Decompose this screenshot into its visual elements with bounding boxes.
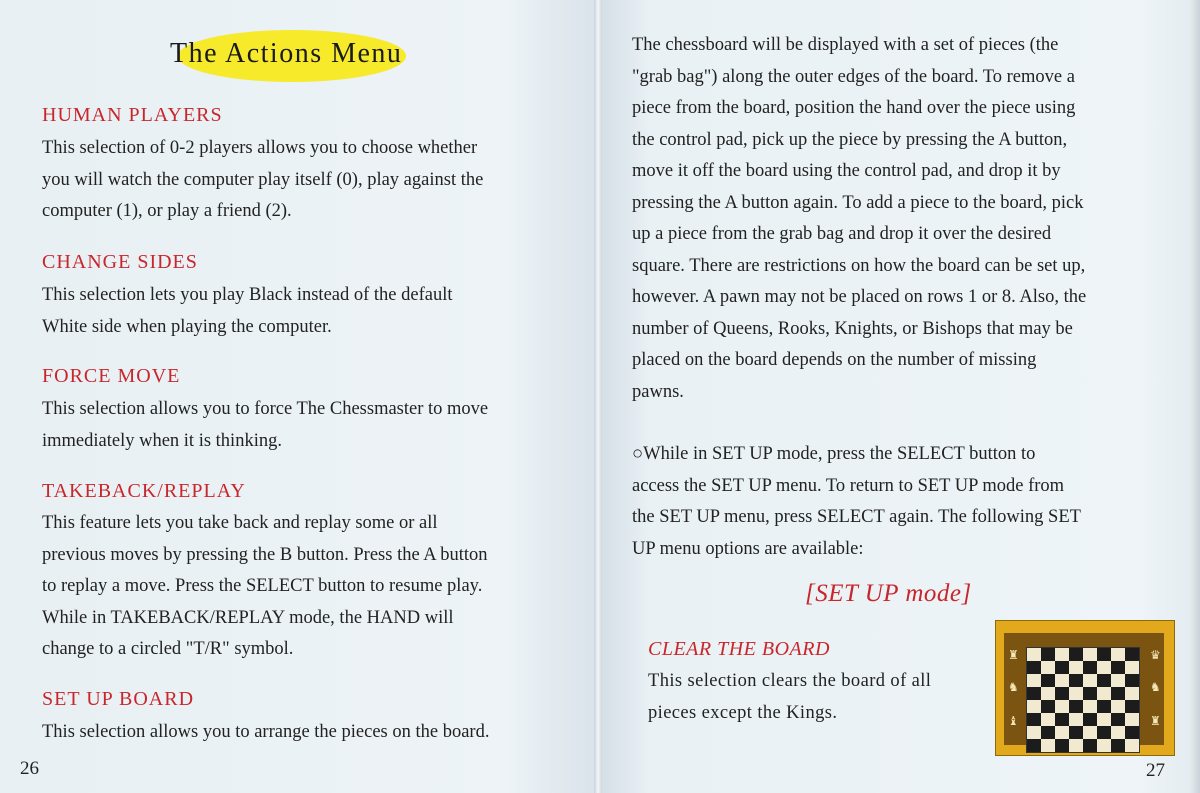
board-square [1125,648,1139,661]
paragraph-human-players [42,133,483,228]
grab-bag-piece-icon: ♛ [1150,648,1161,662]
board-background [1004,633,1164,745]
heading-takeback-replay: TAKEBACK/REPLAY [42,480,246,502]
paragraph-chessboard-setup [632,30,1086,408]
board-square [1055,674,1069,687]
board-square [1041,726,1055,739]
text-line: you will watch the computer play itself (0), play against the [42,169,484,190]
text-line: up a piece from the grab bag and drop it over the desired [632,224,1052,244]
text-line: immediately when it is thinking. [42,430,282,451]
heading-force-move: FORCE MOVE [42,365,181,387]
grab-bag-piece-icon: ♞ [1150,680,1161,694]
board-square [1041,700,1055,713]
heading-human-players: HUMAN PLAYERS [42,104,223,126]
board-square [1097,700,1111,713]
board-square [1027,661,1041,674]
board-square [1125,661,1139,674]
text-line: "grab bag") along the outer edges of the board. To remove a [632,66,1075,87]
board-square [1055,739,1069,752]
text-line: access the SET UP menu. To return to SET UP mode from [632,475,1065,496]
board-square [1125,713,1139,726]
text-line: number of Queens, Rooks, Knights, or Bishops that may be [632,318,1073,339]
text-line: move it off the board using the control pad, and drop it by [632,161,1061,181]
board-square [1097,713,1111,726]
board-square [1111,700,1125,713]
board-square [1097,661,1111,674]
board-square [1069,648,1083,661]
board-square [1041,739,1055,752]
board-square [1111,739,1125,752]
text-line: ○While in SET UP mode, press the SELECT button to [632,444,1036,464]
board-square [1097,674,1111,687]
board-square [1041,661,1055,674]
board-square [1111,674,1125,687]
chessboard-screenshot-icon [995,620,1175,756]
board-square [1083,713,1097,726]
board-square [1111,648,1125,661]
board-square [1027,700,1041,713]
text-line: White side when playing the computer. [42,316,332,337]
board-square [1069,739,1083,752]
text-line: This feature lets you take back and replay some or all [42,513,438,533]
board-square [1069,713,1083,726]
board-square [1041,674,1055,687]
board-square [1097,739,1111,752]
board-square [1055,700,1069,713]
text-line: placed on the board depends on the number of missing [632,350,1037,370]
board-square [1027,726,1041,739]
text-line: however. A pawn may not be placed on rows 1 or 8. Also, the [632,287,1087,307]
paragraph-set-up-board [42,717,489,749]
board-square [1055,726,1069,739]
left-page [0,0,596,793]
text-line: This selection of 0-2 players allows you to choose whether [42,138,478,158]
board-square [1111,661,1125,674]
board-square [1083,700,1097,713]
board-square [1125,674,1139,687]
text-line: pieces except the Kings. [648,702,838,723]
board-square [1097,687,1111,700]
board-square [1111,687,1125,700]
board-square [1097,726,1111,739]
board-square [1027,739,1041,752]
text-line: This selection clears the board of all [648,671,932,691]
text-line: to replay a move. Press the SELECT button to resume play. [42,576,483,596]
text-line: This selection lets you play Black instead of the default [42,285,453,305]
board-square [1083,726,1097,739]
paragraph-set-up-menu [632,439,1081,565]
heading-set-up-board: SET UP BOARD [42,688,195,710]
text-line: square. There are restrictions on how the board can be set up, [632,255,1086,276]
board-square [1111,726,1125,739]
board-square [1097,648,1111,661]
board-square [1027,648,1041,661]
board-square [1055,661,1069,674]
page-number-left: 26 [20,758,39,779]
board-square [1069,687,1083,700]
text-line: the SET UP menu, press SELECT again. The following SET [632,507,1081,527]
board-square [1041,713,1055,726]
board-square [1083,661,1097,674]
grab-bag-piece-icon: ♝ [1008,714,1019,728]
text-line: piece from the board, position the hand over the piece using [632,98,1076,118]
board-square [1125,687,1139,700]
grab-bag-piece-icon: ♜ [1008,648,1019,662]
text-line: While in TAKEBACK/REPLAY mode, the HAND will [42,607,454,628]
board-square [1069,726,1083,739]
page-number-right: 27 [1146,760,1165,781]
board-square [1027,674,1041,687]
text-line: This selection allows you to force The Chessmaster to move [42,399,489,419]
grab-bag-piece-icon: ♜ [1150,714,1161,728]
board-square [1083,739,1097,752]
paragraph-clear-the-board [648,666,931,729]
text-line: The chessboard will be displayed with a set of pieces (the [632,35,1059,55]
heading-change-sides: CHANGE SIDES [42,251,198,273]
text-line: change to a circled "T/R" symbol. [42,639,294,659]
board-square [1111,713,1125,726]
paragraph-takeback-replay [42,508,488,666]
title-area [160,28,450,84]
paragraph-force-move [42,394,488,457]
board-square [1125,700,1139,713]
page-title: The Actions Menu [170,38,403,69]
board-square [1069,674,1083,687]
board-square [1083,648,1097,661]
set-up-mode-label: [SET UP mode] [805,580,972,607]
board-square [1055,687,1069,700]
board-square [1041,648,1055,661]
board-square [1055,713,1069,726]
text-line: This selection allows you to arrange the pieces on the board. [42,722,490,742]
board-square [1083,687,1097,700]
board-square [1069,700,1083,713]
chess-board-grid [1026,647,1140,753]
board-square [1069,661,1083,674]
board-square [1027,687,1041,700]
board-square [1027,713,1041,726]
text-line: the control pad, pick up the piece by pressing the A button, [632,129,1068,150]
board-square [1083,674,1097,687]
grab-bag-piece-icon: ♞ [1008,680,1019,694]
heading-clear-the-board: CLEAR THE BOARD [648,638,830,660]
paragraph-change-sides [42,280,453,343]
text-line: pawns. [632,381,684,402]
text-line: UP menu options are available: [632,538,864,559]
board-square [1125,726,1139,739]
board-square [1125,739,1139,752]
text-line: computer (1), or play a friend (2). [42,201,292,221]
text-line: previous moves by pressing the B button. Press the A button [42,544,488,565]
board-square [1041,687,1055,700]
text-line: pressing the A button again. To add a piece to the board, pick [632,192,1084,213]
board-square [1055,648,1069,661]
page-edge [1190,0,1200,793]
